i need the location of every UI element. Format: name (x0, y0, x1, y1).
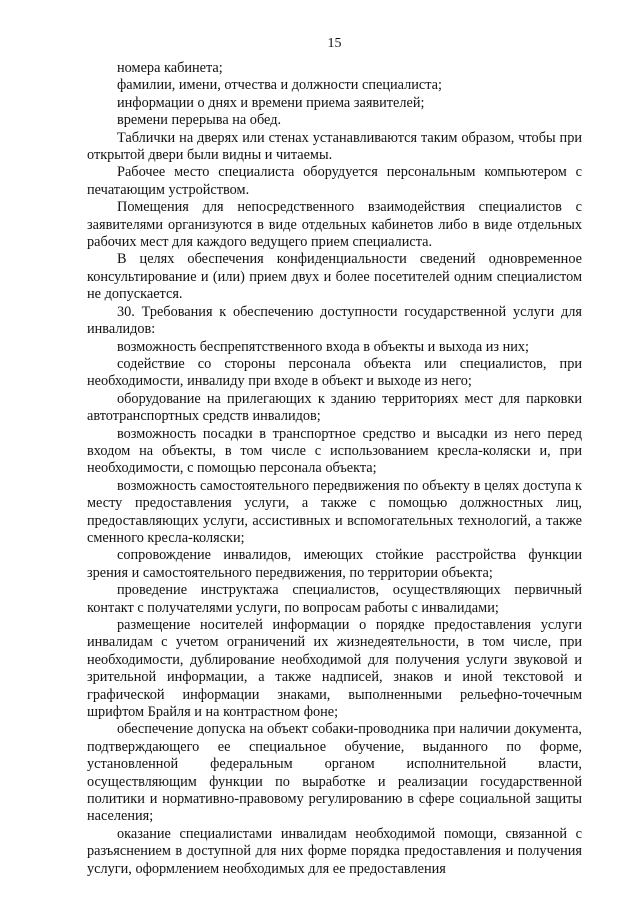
paragraph: содействие со стороны персонала объекта или специалистов, при необходимости, инвалиду при входе в объект и выходе из него; (87, 355, 582, 390)
paragraph: фамилии, имени, отчества и должности специалиста; (117, 77, 442, 94)
paragraph: оборудование на прилегающих к зданию территориях мест для парковки автотранспортных средств инвалидов; (87, 390, 582, 425)
paragraph: возможность беспрепятственного входа в объекты и выхода из них; (117, 338, 530, 355)
paragraph: Помещения для непосредственного взаимодействия специалистов с заявителями организуются в виде отдельных кабинетов либо в виде отдельных рабочих мест для каждого ведущего прием специалиста. (87, 199, 582, 251)
paragraph: возможность самостоятельного передвижения по объекту в целях доступа к месту предоставления услуги, а также с помощью должностных лиц, предоставляющих услуги, ассистивных и вспомогательных технологий, а также сменного кресла-коляски; (87, 477, 582, 546)
paragraph: оказание специалистами инвалидам необходимой помощи, связанной с разъяснением в доступной для них форме порядка предоставления и получения услуги, оформлением необходимых для ее предоставления (87, 825, 582, 877)
paragraph: Рабочее место специалиста оборудуется персональным компьютером с печатающим устройством. (87, 164, 582, 198)
paragraph: 30. Требования к обеспечению доступности государственной услуги для инвалидов: (87, 303, 582, 338)
paragraph: номера кабинета; (117, 60, 223, 76)
paragraph: Таблички на дверях или стенах устанавливаются таким образом, чтобы при открытой двери были видны и читаемы. (87, 129, 582, 164)
paragraph: обеспечение допуска на объект собаки-проводника при наличии документа, подтверждающего ее специальное обучение, выданного по форме, установленной федеральным органом исполнительной власти, осуществляющим функции по выработке и реализации государственной политики и нормативно-правовому регулированию в сфере социальной защиты населения; (87, 721, 582, 825)
document-body (87, 60, 582, 878)
paragraph: информации о днях и времени приема заявителей; (117, 94, 425, 111)
paragraph: возможность посадки в транспортное средство и высадки из него перед входом на объекты, в том числе с использованием кресла-коляски и, при необходимости, с помощью персонала объекта; (87, 425, 582, 477)
page-number: 15 (327, 36, 342, 51)
paragraph: времени перерыва на обед. (117, 112, 282, 129)
paragraph: проведение инструктажа специалистов, осуществляющих первичный контакт с получателями услуги, по вопросам работы с инвалидами; (87, 582, 582, 616)
paragraph: размещение носителей информации о порядке предоставления услуги инвалидам с учетом ограничений их жизнедеятельности, в том числе, при необходимости, дублирование необходимой для получения услуги звуковой и зрительной информации, а также надписей, знаков и иной текстовой и графической информации знаками, выполненными рельефно-точечным шрифтом Брайля и на контрастном фоне; (87, 617, 582, 721)
paragraph: В целях обеспечения конфиденциальности сведений одновременное консультирование и (или) прием двух и более посетителей одним специалистом не допускается. (87, 251, 582, 303)
paragraph: сопровождение инвалидов, имеющих стойкие расстройства функции зрения и самостоятельного передвижения, по территории объекта; (87, 547, 582, 581)
